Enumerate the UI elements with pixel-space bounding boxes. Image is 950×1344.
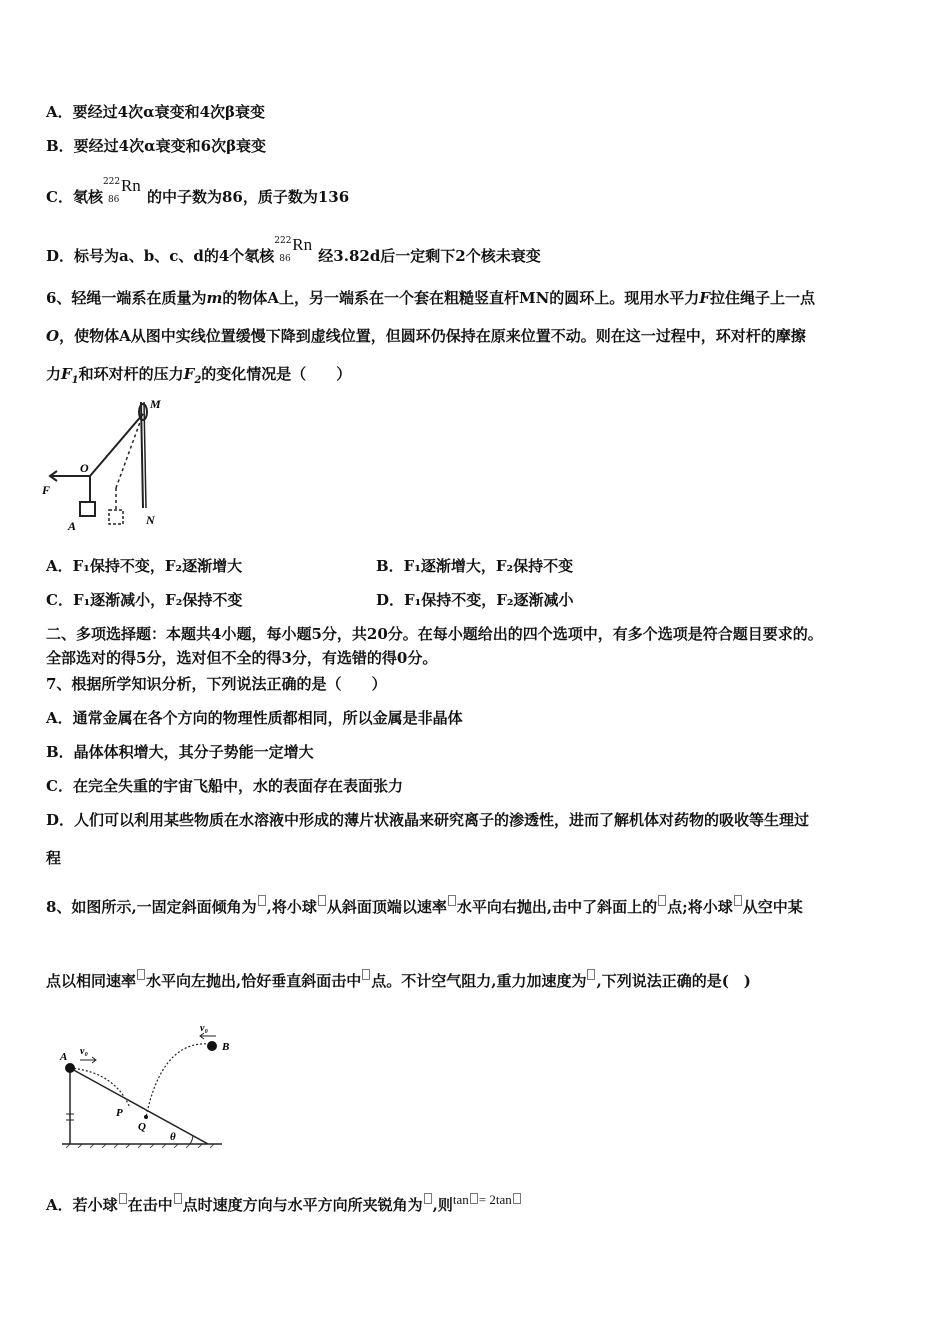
q8-text: 8、如图所示,一固定斜面倾角为: [46, 898, 257, 916]
formula-tan: tan: [452, 1192, 469, 1207]
missing-symbol-icon: [318, 895, 326, 906]
q8-text: ,将小球: [266, 898, 317, 916]
label-a: A: [68, 519, 77, 533]
q5-option-b: B．要经过4次α衰变和6次β衰变: [46, 137, 267, 155]
q5-option-c: [46, 176, 350, 207]
label-v0-b: v₀: [200, 1023, 208, 1034]
q5-option-d-post: 经3.82d后一定剩下2个核未衰变: [318, 247, 541, 265]
q8-text: 点。不计空气阻力,重力加速度为: [371, 972, 587, 990]
q5-option-d-pre: D．标号为a、b、c、d的4个氡核: [46, 247, 275, 265]
q6-var-m: m: [206, 289, 223, 307]
block-a-dashed: [109, 510, 123, 524]
missing-symbol-icon: [470, 1193, 478, 1204]
q8-text: 从斜面顶端以速率: [326, 898, 447, 916]
q6-text: 的变化情况是（ ）: [201, 365, 352, 383]
isotope-symbol: Rn: [120, 176, 141, 195]
point-q-dot: [144, 1115, 148, 1119]
q6-option-b: B．F₁逐渐增大，F₂保持不变: [376, 557, 574, 575]
q6-var-f1: $F_1$: [61, 365, 79, 386]
q6-stem-line3: [46, 364, 351, 391]
label-o: O: [80, 461, 89, 475]
q6-text: 和环对杆的压力: [78, 365, 184, 383]
q8-text: 水平向右抛出,击中了斜面上的: [456, 898, 658, 916]
label-m: M: [150, 397, 161, 411]
q6-text: ，使物体A从图中实线位置缓慢下降到虚线位置，但圆环仍保持在原来位置不动。则在这一过程中，环对杆的摩擦: [59, 327, 806, 345]
trajectory-b: [146, 1044, 210, 1117]
section2-line1: 二、多项选择题：本题共4小题，每小题5分，共20分。在每小题给出的四个选项中，有多个选项是符合题目要求的。: [46, 625, 823, 643]
q7-option-a: A．通常金属在各个方向的物理性质都相同，所以金属是非晶体: [46, 709, 463, 727]
block-a-solid: [80, 502, 95, 516]
q7-option-d-line2: 程: [46, 849, 62, 867]
missing-symbol-icon: [258, 895, 266, 906]
label-q: Q: [138, 1121, 146, 1133]
q6-text: 拉住绳子上一点: [709, 289, 815, 307]
missing-symbol-icon: [119, 1193, 127, 1204]
missing-symbol-icon: [362, 969, 370, 980]
q6-var-o: O: [46, 327, 60, 345]
q8-stem-line1: [46, 895, 803, 917]
q6-var-f2: $F_2$: [183, 365, 202, 386]
isotope-atomic: 86: [107, 195, 120, 205]
isotope-atomic: 86: [279, 254, 291, 264]
q8-stem-line2: [46, 969, 751, 991]
label-v0-a: v₀: [80, 1046, 88, 1057]
q5-option-a: A．要经过4次α衰变和4次β衰变: [46, 103, 266, 121]
label-p: P: [116, 1107, 123, 1119]
missing-symbol-icon: [513, 1193, 521, 1204]
label-a: A: [60, 1051, 68, 1063]
q8-text: 从空中某: [742, 898, 803, 916]
q5-option-c-pre: C．氡核: [46, 188, 103, 206]
q8-text: ,下列说法正确的是( ): [596, 972, 751, 990]
q6-option-c: C．F₁逐渐减小，F₂保持不变: [46, 591, 243, 609]
isotope-mass: 222: [274, 236, 292, 246]
missing-symbol-icon: [734, 895, 742, 906]
q8-text: 点时速度方向与水平方向所夹锐角为: [182, 1196, 423, 1214]
q8-text: 点;将小球: [667, 898, 733, 916]
q7-stem: 7、根据所学知识分析，下列说法正确的是（ ）: [46, 675, 387, 693]
missing-symbol-icon: [658, 895, 666, 906]
ball-b: [207, 1041, 217, 1051]
missing-symbol-icon: [448, 895, 456, 906]
formula-2tan: = 2tan: [478, 1192, 512, 1207]
q8-text: ,则: [432, 1196, 453, 1214]
q7-option-d-line1: D．人们可以利用某些物质在水溶液中形成的薄片状液晶来研究离子的渗透性，进而了解机体对药物的吸收等生理过: [46, 811, 810, 829]
q6-stem-line1: [46, 288, 815, 308]
q6-option-d: D．F₁保持不变，F₂逐渐减小: [376, 591, 574, 609]
missing-symbol-icon: [424, 1193, 432, 1204]
section2-line2: 全部选对的得5分，选对但不全的得3分，有选错的得0分。: [46, 649, 438, 667]
q6-stem-line2: [46, 326, 806, 346]
label-f: F: [42, 483, 51, 497]
trajectory-a: [70, 1068, 130, 1108]
q5-option-c-post: 的中子数为86，质子数为136: [146, 188, 350, 206]
q8-option-a: [46, 1190, 522, 1215]
isotope-rn: [102, 176, 147, 205]
q8-text: 点以相同速率: [46, 972, 137, 990]
q8-text: 水平向左抛出,恰好垂直斜面击中: [146, 972, 362, 990]
q8-text: A．若小球: [46, 1196, 118, 1214]
q6-text: 6、轻绳一端系在质量为: [46, 289, 207, 307]
q6-figure: [40, 390, 180, 535]
rope-upper: [90, 414, 143, 476]
ball-a: [65, 1063, 75, 1073]
isotope-rn-2: [274, 235, 318, 264]
q8-text: 在击中: [127, 1196, 173, 1214]
q6-var-f: F: [699, 289, 710, 307]
isotope-mass: 222: [102, 177, 121, 187]
label-b: B: [222, 1041, 230, 1053]
q7-option-b: B．晶体体积增大，其分子势能一定增大: [46, 743, 314, 761]
label-n: N: [146, 513, 155, 527]
missing-symbol-icon: [174, 1193, 182, 1204]
rope-dashed: [116, 414, 143, 488]
q6-option-a: A．F₁保持不变，F₂逐渐增大: [46, 557, 243, 575]
q6-text: 力: [46, 365, 62, 383]
q8-figure: [50, 1020, 250, 1150]
q7-option-c: C．在完全失重的宇宙飞船中，水的表面存在表面张力: [46, 777, 403, 795]
q5-option-d: [46, 235, 541, 266]
missing-symbol-icon: [137, 969, 145, 980]
q6-text: 的物体A上，另一端系在一个套在粗糙竖直杆MN的圆环上。现用水平力: [222, 289, 700, 307]
isotope-symbol: Rn: [292, 235, 313, 254]
missing-symbol-icon: [587, 969, 595, 980]
label-theta: θ: [170, 1131, 176, 1143]
